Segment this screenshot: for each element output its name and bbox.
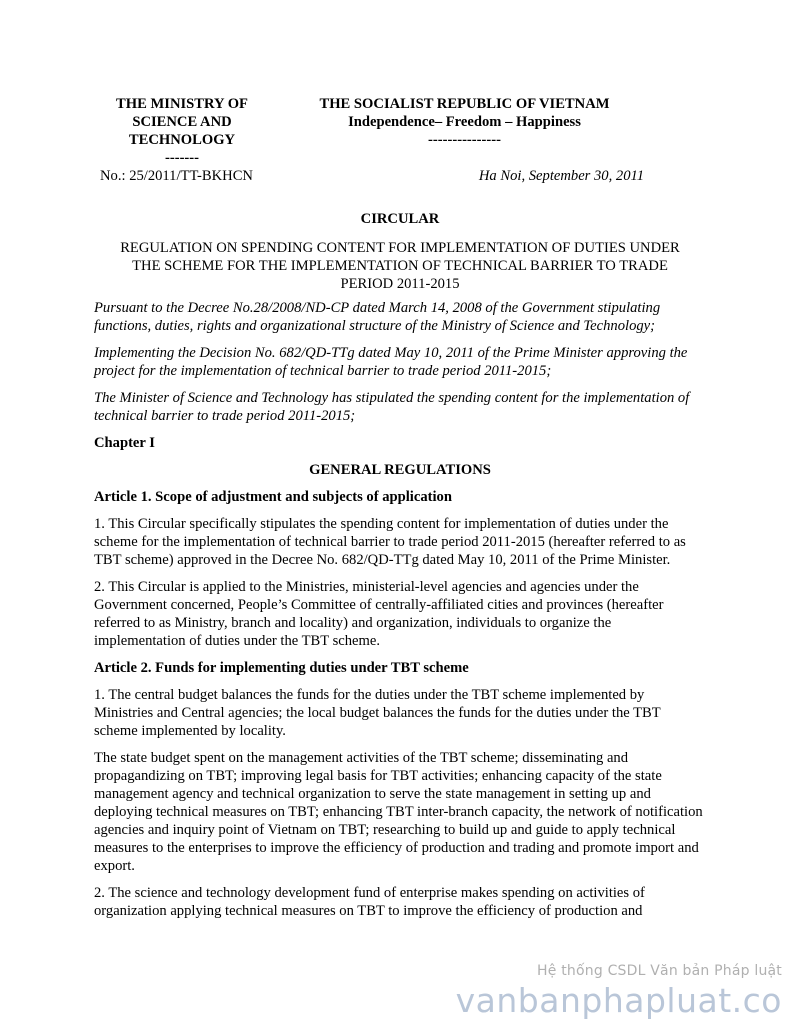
watermark-site: vanbanphapluat.co: [455, 981, 782, 1020]
motto-divider: ---------------: [428, 132, 501, 148]
article-heading: Article 1. Scope of adjustment and subjects of application: [94, 489, 452, 505]
article-paragraph: The state budget spent on the management activities of the TBT scheme; disseminating and propagandizing on TBT; improving legal basis for TBT activities; enhancing capacity of the state management agency and technical organization to serve the state management in setting up and deploying technical measures on TBT; enhancing TBT inter-branch capacity, the network of notification agencies and inquiry point of Vietnam on TBT; researching to build up and guide to apply technical measures to the enterprises to improve the efficiency of production and trading and promote import and export.: [94, 750, 703, 874]
article-paragraph: 1. The central budget balances the funds for the duties under the TBT scheme implemented by Ministries and Central agencies; the local budget balances the funds for the duties under the TBT scheme implemented by locality.: [94, 687, 661, 739]
issuing-agency: [96, 95, 268, 167]
document-type: CIRCULAR: [360, 211, 440, 227]
agency-divider: -------: [164, 150, 200, 166]
agency-line: SCIENCE AND: [132, 114, 232, 130]
document-title: [94, 239, 706, 293]
watermark: [456, 962, 782, 1020]
document-number: No.: 25/2011/TT-BKHCN: [100, 168, 253, 184]
national-motto: [292, 95, 637, 149]
preamble-paragraph: Pursuant to the Decree No.28/2008/ND-CP dated March 14, 2008 of the Government stipulating functions, duties, rights and organizational structure of the Ministry of Science and Technology;: [94, 300, 661, 334]
preamble-paragraph: Implementing the Decision No. 682/QD-TTg dated May 10, 2011 of the Prime Minister approving the project for the implementation of technical barrier to trade period 2011-2015;: [94, 345, 688, 379]
article-paragraph: 1. This Circular specifically stipulates the spending content for implementation of duties under the scheme for the implementation of technical barrier to trade period 2011-2015 (hereafter referred to as TBT scheme) approved in the Decree No. 682/QD-TTg dated May 10, 2011 of the Prime Minister.: [94, 516, 686, 568]
chapter-title: GENERAL REGULATIONS: [309, 462, 491, 478]
place-date: Ha Noi, September 30, 2011: [478, 168, 644, 184]
title-line: PERIOD 2011-2015: [340, 276, 460, 292]
article-paragraph: 2. The science and technology development fund of enterprise makes spending on activities of organization applying technical measures on TBT to improve the efficiency of production and: [94, 885, 645, 919]
country-name: THE SOCIALIST REPUBLIC OF VIETNAM: [319, 96, 610, 112]
title-line: REGULATION ON SPENDING CONTENT FOR IMPLEMENTATION OF DUTIES UNDER: [120, 240, 680, 256]
preamble-paragraph: The Minister of Science and Technology has stipulated the spending content for the implementation of technical barrier to trade period 2011-2015;: [94, 390, 690, 424]
agency-line: THE MINISTRY OF: [116, 96, 248, 112]
title-line: THE SCHEME FOR THE IMPLEMENTATION OF TECHNICAL BARRIER TO TRADE: [132, 258, 668, 274]
article-paragraph: 2. This Circular is applied to the Ministries, ministerial-level agencies and agencies under the Government concerned, People’s Committee of centrally-affiliated cities and provinces (hereafter referred to as Ministry, branch and locality) and organization, individuals to organize the implementation of duties under the TBT scheme.: [94, 579, 664, 649]
article-heading: Article 2. Funds for implementing duties under TBT scheme: [94, 660, 469, 676]
chapter-heading: Chapter I: [94, 435, 155, 451]
agency-line: TECHNOLOGY: [128, 132, 236, 148]
watermark-caption: Hệ thống CSDL Văn bản Pháp luật: [537, 963, 782, 979]
document-body: [94, 210, 706, 929]
motto: Independence– Freedom – Happiness: [348, 114, 581, 130]
